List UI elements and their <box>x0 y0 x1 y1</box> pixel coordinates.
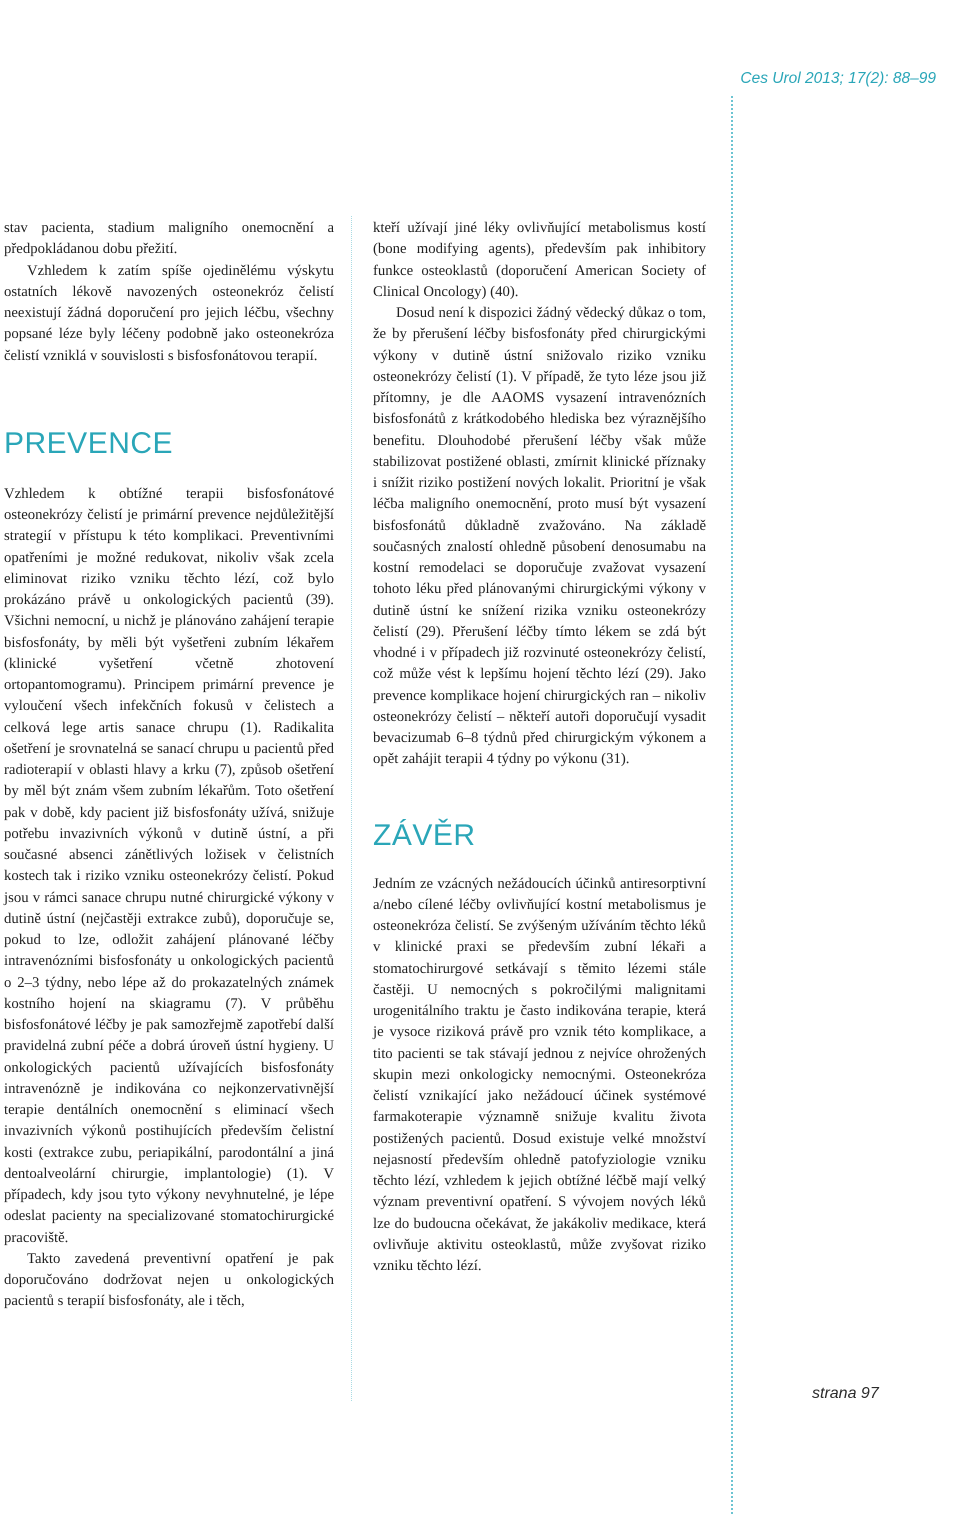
margin-divider <box>731 96 733 1514</box>
paragraph-intro-continuation: stav pacienta, stadium maligního onemocnění a předpokládanou dobu přežití. <box>4 220 334 258</box>
paragraph-prevence-2-start: Takto zavedená preventivní opatření je pak doporučováno dodržovat nejen u onkologických pacientů s terapií bisfosfonáty, ale i těch, <box>4 1250 334 1310</box>
paragraph-prevence-3: Dosud není k dispozici žádný vědecký důkaz o tom, že by přerušení léčby bisfosfonáty před chirurgickými výkony v dutině ústní snižovalo riziko vzniku osteonekrózy čelistí (1). V případě, že tyto léze jsou již přítomny, je dle AAOMS vysazení intravenózních bisfosfonátů z krátkodobého hlediska bez výraznějšího benefitu. Dlouhodobé přerušení léčby však může stabilizovat postižené oblasti, zmírnit klinické příznaky i snížit riziko postižení nových lokalit. Prioritní je však léčba maligního onemocnění, proto musí být vysazení bisfosfonátů důkladně zvažováno. Na základě současných znalostí ohledně působení denosumabu na kostní remodelaci se doporučuje zvažovat vysazení tohoto léku před plánovanými chirurgickými výkony v dutině ústní ke snížení rizika vzniku osteonekrózy čelistí (29). Přerušení léčby tímto lékem se zdá být vhodné i v případech již rozvinuté osteonekrózy čelistí, což může vést k lepšímu hojení těchto lézí (29). Jako prevence komplikace hojení chirurgických ran – nikoliv osteonekrózy čelistí – někteří autoři doporučují vysadit bevacizumab 6–8 týdnů před chirurgickým výkonem a opět zahájit terapii 4 týdny po výkonu (31). <box>373 305 706 768</box>
section-heading-zaver: ZÁVĚR <box>373 818 476 852</box>
middle-column <box>373 218 706 1277</box>
paragraph-prevence-2-end: kteří užívají jiné léky ovlivňující metabolismus kostí (bone modifying agents), především pak inhibitory funkce osteoklastů (doporučení American Society of Clinical Oncology) (40). <box>373 220 706 300</box>
page-number: strana 97 <box>812 1385 879 1402</box>
paragraph-intro: Vzhledem k zatím spíše ojedinělému výskytu ostatních lékově navozených osteonekróz čelistí neexistují žádná doporučení pro jejich léčbu, všechny popsané léze byly léčeny podobně jako osteonekróza čelistí vzniklá v souvislosti s bisfosfonátovou terapií. <box>4 262 334 364</box>
column-divider <box>351 216 352 1401</box>
paragraph-zaver: Jedním ze vzácných nežádoucích účinků antiresorptivní a/nebo cílené léčby ovlivňující kostní metabolismus je osteonekróza čelistí. Se zvýšeným užíváním těchto léků v klinické praxi se především zubní lékaři a stomatochirurgové setkávají s těmito lézemi stále častěji. U nemocných s pokročilými malignitami urogenitálního traktu je často indikována terapie, která je vysoce riziková právě pro vznik této komplikace, a tito pacienti se tak stávají jednou z nejvíce ohrožených skupin mezi onkologicky nemocnými. Osteonekróza čelistí vznikající jako nežádoucí účinek systémové farmakoterapie významně snižuje kvalitu života postižených pacientů. Dosud existuje velké množství nejasností především ohledně patofyziologie vzniku těchto lézí, vzhledem k jejich obtížné léčbě mají velký význam preventivní opatření. S vývojem nových léků lze do budoucna očekávat, že jakákoliv medikace, která ovlivňuje aktivitu osteoklastů, může zvyšovat riziko vzniku těchto lézí. <box>373 875 706 1274</box>
paragraph-prevence-1: Vzhledem k obtížné terapii bisfosfonátové osteonekrózy čelistí je primární prevence nejdůležitější strategií v přístupu k této komplikaci. Preventivními opatřeními je možné redukovat, nikoliv však zcela eliminovat riziko vzniku těchto lézí, což bylo prokázáno právě u onkologických pacientů (39). Všichni nemocní, u nichž je plánováno zahájení terapie bisfosfonáty, by měli být vyšetřeni zubním lékařem (klinické vyšetření včetně zhotovení ortopantomogramu). Principem primární prevence je vyloučení všech infekčních fokusů v čelistech a celková lege artis sanace chrupu (1). Radikalita ošetření je srovnatelná se sanací chrupu u pacientů před radioterapií v oblasti hlavy a krku (7), způsob ošetření by měl být znám všem zubním lékařům. Toto ošetření pak v době, kdy pacient již bisfosfonáty užívá, snižuje potřebu invazivních výkonů v dutině ústní, a při současné absenci zánětlivých ložisek v čelistních kostech tak i riziko vzniku osteonekrózy čelistí. Pokud jsou v rámci sanace chrupu nutné chirurgické výkony v dutině ústní (nejčastěji extrakce zubů), doporučuje se, pokud to lze, odložit zahájení plánované léčby intravenózními bisfosfonáty u onkologických pacientů o 2–3 týdny, nebo lépe až do prokazatelných známek kostního hojení na skiagramu (7). V průběhu bisfosfonátové léčby je pak samozřejmě zapotřebí další pravidelná zubní péče a dobrá úroveň ústní hygieny. U onkologických pacientů užívajících bisfosfonáty intravenózně je indikována co nejkonzervativnější terapie dentálních onemocnění s eliminací všech invazivních výkonů postihujících především čelistní kosti (extrakce zubu, periapikální, parodontální a jiná dentoalveolární chirurgie, implantologie) (1). V případech, kdy jsou tyto výkony nevyhnutelné, je lépe odeslat pacienty na specializované stomatochirurgické pracoviště. <box>4 485 334 1246</box>
section-heading-prevence: PREVENCE <box>4 426 174 460</box>
left-column <box>4 218 334 1313</box>
journal-citation: Ces Urol 2013; 17(2): 88–99 <box>740 70 936 87</box>
